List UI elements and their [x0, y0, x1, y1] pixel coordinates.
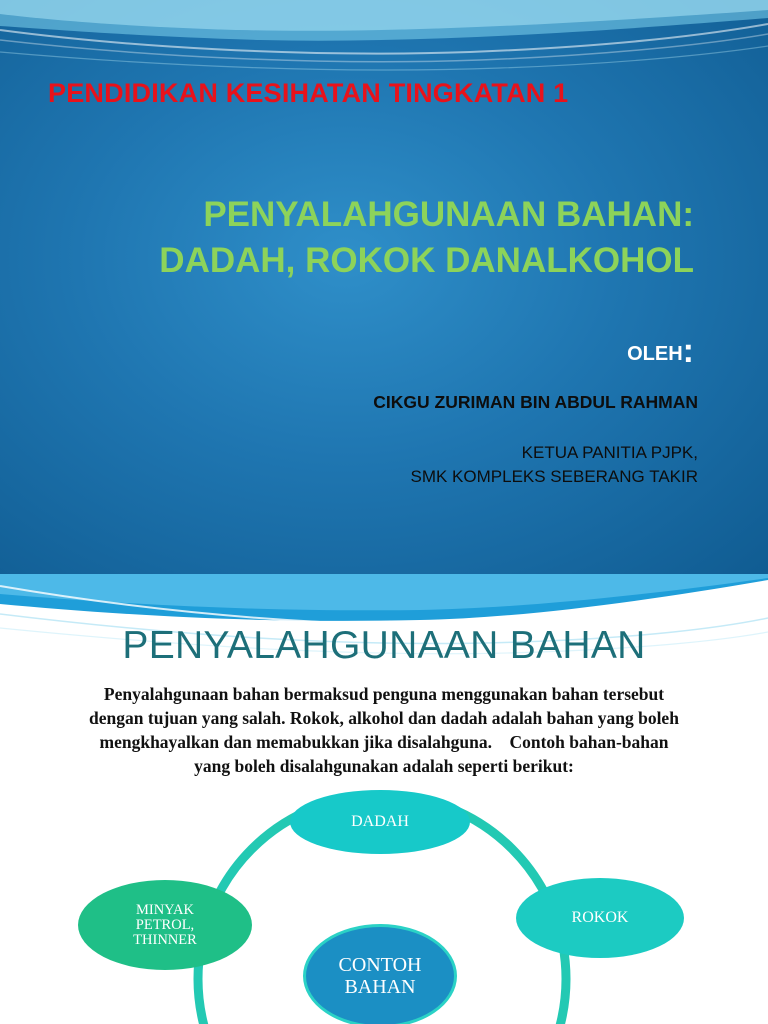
cycle-diagram [0, 574, 768, 1024]
node-rokok-label: ROKOK [571, 909, 629, 926]
paragraph-line: mengkhayalkan dan memabukkan jika disalahguna. Contoh bahan-bahan [99, 732, 669, 752]
oleh-colon: : [682, 332, 694, 370]
paragraph-line: dengan tujuan yang salah. Rokok, alkohol dan dadah adalah bahan yang boleh [89, 708, 679, 728]
author-name: CIKGU ZURIMAN BIN ABDUL RAHMAN [373, 392, 698, 412]
author-position [410, 441, 698, 489]
center-node-line: CONTOH [338, 954, 422, 976]
paragraph-line: yang boleh disalahgunakan adalah seperti berikut: [194, 756, 574, 776]
node-minyak-line: THINNER [133, 931, 197, 948]
node-dadah [290, 790, 470, 854]
slide1-title: PENDIDIKAN KESIHATAN TINGKATAN 1 [48, 78, 569, 108]
subtitle-line-1: PENYALAHGUNAAN BAHAN: [203, 195, 694, 234]
oleh-text: OLEH [627, 343, 683, 365]
node-minyak-line: MINYAK [135, 901, 194, 918]
center-node-line: BAHAN [344, 976, 416, 998]
paragraph-line: Penyalahgunaan bahan bermaksud penguna menggunakan bahan tersebut [103, 684, 665, 704]
slide1-subtitle [90, 192, 694, 284]
node-minyak [78, 880, 252, 970]
subtitle-line-2: DADAH, ROKOK DANALKOHOL [159, 241, 694, 280]
wave-decoration [0, 0, 768, 80]
node-rokok [516, 878, 684, 958]
center-node [303, 924, 457, 1024]
oleh-label [627, 332, 694, 371]
position-line-1: KETUA PANITIA PJPK, [521, 443, 698, 462]
position-line-2: SMK KOMPLEKS SEBERANG TAKIR [410, 467, 698, 486]
node-dadah-label: DADAH [351, 813, 409, 830]
slide2-title: PENYALAHGUNAAN BAHAN [122, 624, 646, 667]
content-slide [0, 574, 768, 1024]
node-minyak-line: PETROL, [135, 916, 195, 933]
